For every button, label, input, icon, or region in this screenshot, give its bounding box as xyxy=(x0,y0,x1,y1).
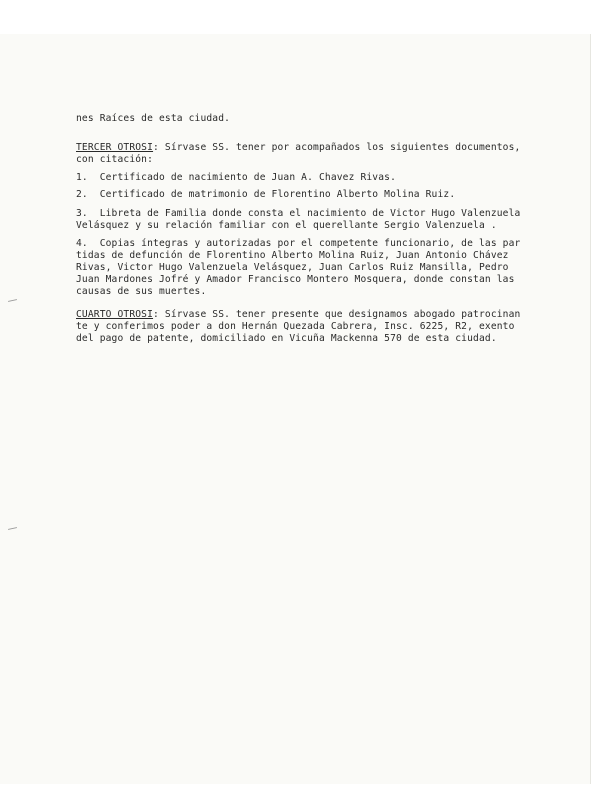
item-3-line-1: 3. Libreta de Familia donde consta el nacimiento de Victor Hugo Valenzuela xyxy=(76,208,521,219)
item-4-line-4: Juan Mardones Jofré y Amador Francisco Montero Mosquera, donde constan las xyxy=(76,274,515,285)
item-2-line-1: 2. Certificado de matrimonio de Florentino Alberto Molina Ruiz. xyxy=(76,189,456,200)
item-1-line-1: 1. Certificado de nacimiento de Juan A. Chavez Rivas. xyxy=(76,172,396,183)
tercer-otrosi-line-1 xyxy=(76,142,536,154)
item-4-line-3: Rivas, Victor Hugo Valenzuela Velásquez, Juan Carlos Ruiz Mansilla, Pedro xyxy=(76,262,509,273)
cuarto-otrosi-heading: CUARTO OTROSI xyxy=(76,309,154,320)
tercer-otrosi-heading: TERCER OTROSI xyxy=(76,142,154,153)
item-3-line-2: Velásquez y su relación familiar con el querellante Sergio Valenzuela . xyxy=(76,220,497,231)
item-4-line-5: causas de sus muertes. xyxy=(76,286,207,297)
cuarto-otrosi-line-3: del pago de patente, domiciliado en Vicuña Mackenna 570 de esta ciudad. xyxy=(76,333,497,344)
item-4-line-1: 4. Copias íntegras y autorizadas por el competente funcionario, de las par xyxy=(76,238,521,249)
intro-line: nes Raíces de esta ciudad. xyxy=(76,113,231,124)
item-4-line-2: tidas de defunción de Florentino Alberto Molina Ruiz, Juan Antonio Chávez xyxy=(76,250,509,261)
tercer-otrosi-text: : Sírvase SS. tener por acompañados los siguientes documentos, xyxy=(153,142,521,153)
cuarto-otrosi-line-1 xyxy=(76,309,536,321)
cuarto-otrosi-line-2: te y conferimos poder a don Hernán Quezada Cabrera, Insc. 6225, R2, exento xyxy=(76,321,515,332)
tercer-otrosi-line-2: con citación: xyxy=(76,154,154,165)
cuarto-otrosi-text: : Sírvase SS. tener presente que designamos abogado patrocinan xyxy=(153,309,521,320)
